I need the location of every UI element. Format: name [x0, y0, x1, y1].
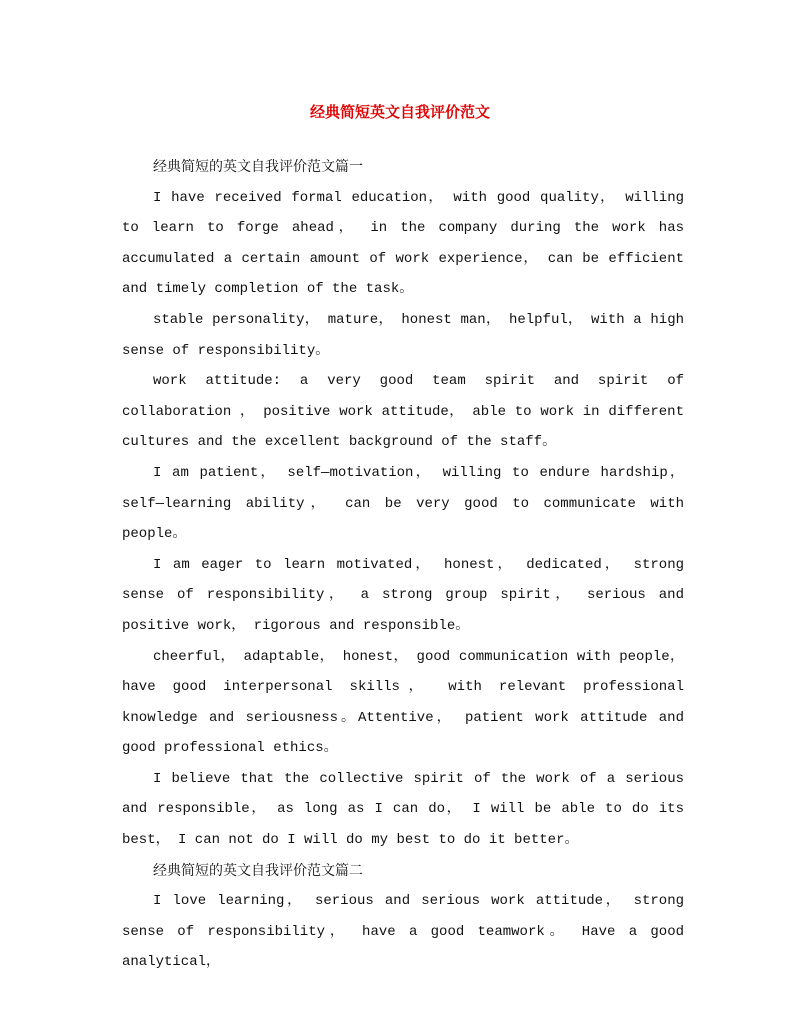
paragraph-2: stable personality， mature， honest man， helpful， with a high sense of responsibility。: [122, 311, 684, 359]
paragraph-8: I love learning， serious and serious work attitude， strong sense of responsibility， have a good teamwork。 Have a good analytical，: [122, 893, 684, 971]
document-title: 经典简短英文自我评价范文: [309, 103, 490, 121]
paragraph-7: I believe that the collective spirit of the work of a serious and responsible， as long as I can do， I will be able to do its best， I can not do I will do my best to do it better。: [122, 770, 684, 849]
section-heading-2: 经典简短的英文自我评价范文篇二: [153, 862, 363, 879]
paragraph-1: I have received formal education， with good quality， willing to learn to forge ahead， in the company during the work has accumulated a certain amount of work experience， can be efficient and timely completion of the task。: [122, 189, 684, 298]
document-body: [122, 152, 684, 978]
paragraph-6: cheerful， adaptable， honest， good communication with people， have good interpersonal skills， with relevant professional knowledge and seriousness。Attentive， patient work attitude and good professional ethics。: [122, 648, 684, 757]
paragraph-4: I am patient， self—motivation， willing to endure hardship， self—learning ability， can be very good to communicate with people。: [122, 464, 684, 543]
paragraph-5: I am eager to learn motivated， honest， dedicated， strong sense of responsibility， a strong group spirit， serious and positive work， rigorous and responsible。: [122, 556, 684, 634]
paragraph-3: work attitude: a very good team spirit and spirit of collaboration ， positive work attitude， able to work in different cultures and the excellent background of the staff。: [122, 373, 684, 451]
section-heading-1: 经典简短的英文自我评价范文篇一: [153, 159, 363, 175]
